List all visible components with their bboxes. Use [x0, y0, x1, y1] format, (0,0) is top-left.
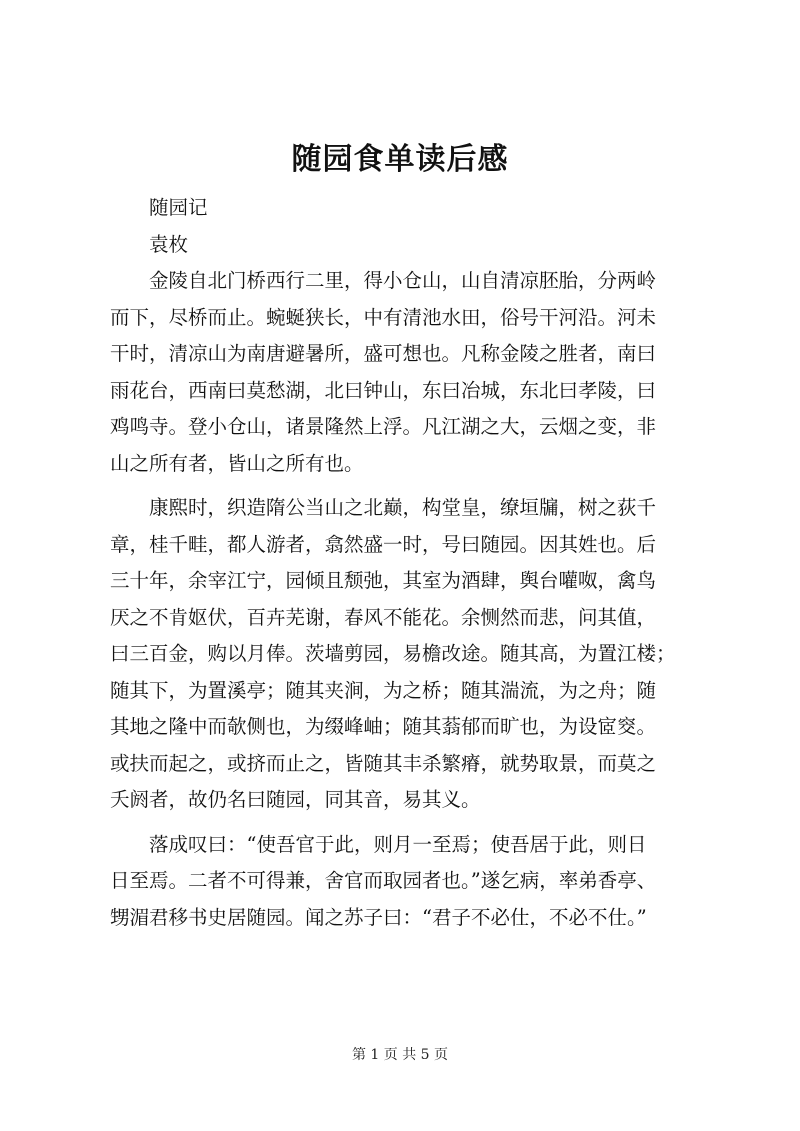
author-line: 袁枚 — [149, 232, 189, 256]
text-line: 落成叹曰：“使吾官于此，则月一至焉；使吾居于此，则日 — [149, 832, 647, 856]
text-line: 或扶而起之，或挤而止之，皆随其丰杀繁瘠，就势取景，而莫之 — [110, 751, 657, 775]
paragraph-3 — [110, 827, 710, 937]
document-body — [110, 190, 710, 944]
text-line: 日至焉。二者不可得兼，舍官而取园者也。”遂乞病，率弟香亭、 — [110, 869, 657, 892]
text-line: 康熙时，织造隋公当山之北巅，构堂皇，缭垣牖，树之荻千 — [149, 496, 657, 519]
text-line: 夭阏者，故仍名曰随园，同其音，易其义。 — [110, 788, 481, 811]
text-line: 曰三百金，购以月俸。茨墙剪园，易檐改途。随其高，为置江楼； — [110, 642, 676, 665]
text-line: 而下，尽桥而止。蜿蜒狭长，中有清池水田，俗号干河沿。河未 — [110, 305, 657, 329]
text-line: 雨花台，西南曰莫愁湖，北曰钟山，东曰冶城，东北曰孝陵，曰 — [110, 378, 657, 402]
text-line: 随其下，为置溪亭；随其夹涧，为之桥；随其湍流，为之舟；随 — [110, 678, 657, 702]
text-line: 鸡鸣寺。登小仓山，诸景隆然上浮。凡江湖之大，云烟之变，非 — [110, 415, 657, 438]
paragraph-2 — [110, 490, 710, 819]
page-number-footer: 第 1 页 共 5 页 — [351, 1047, 449, 1063]
paragraph-1 — [110, 263, 710, 482]
text-line: 干时，清凉山为南唐避暑所，盛可想也。凡称金陵之胜者，南曰 — [110, 342, 657, 365]
text-line: 厌之不肯妪伏，百卉芜谢，春风不能花。余恻然而悲，问其值， — [110, 605, 657, 629]
text-line: 三十年，余宰江宁，园倾且颓弛，其室为酒肆，舆台嚾呶，禽鸟 — [110, 569, 657, 592]
text-line: 金陵自北门桥西行二里，得小仓山，山自清凉胚胎，分两岭 — [149, 269, 657, 292]
text-line: 章，桂千畦，都人游者，翕然盛一时，号曰随园。因其姓也。后 — [110, 532, 657, 556]
text-line: 甥湄君移书史居随园。闻之苏子曰：“君子不必仕，不必不仕。” — [110, 905, 647, 929]
subheading: 随园记 — [149, 196, 208, 219]
document-title: 随园食单读后感 — [291, 142, 509, 177]
text-line: 山之所有者，皆山之所有也。 — [110, 451, 364, 475]
text-line: 其地之隆中而欹侧也，为缀峰岫；随其蓊郁而旷也，为设宧窔。 — [110, 715, 657, 738]
